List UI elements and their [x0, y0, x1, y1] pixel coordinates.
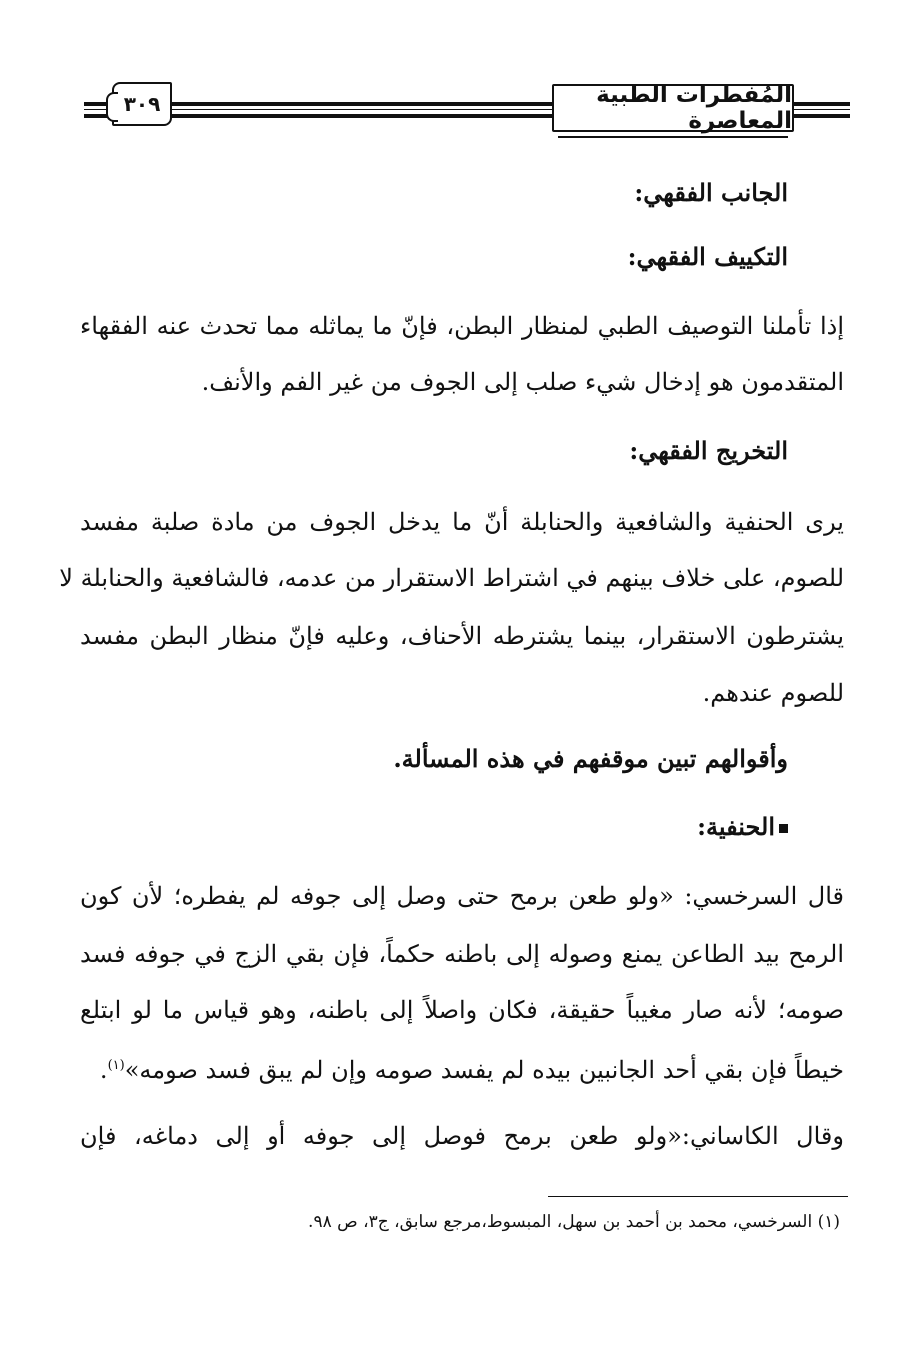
- paragraph-line: وقال الكاساني:«ولو طعن برمح فوصل إلى جوفه أو إلى دماغه، فإن: [80, 1122, 844, 1150]
- paragraph-line: الرمح بيد الطاعن يمنع وصوله إلى باطنه حكماً، فإن بقي الزج في جوفه فسد: [80, 940, 844, 968]
- footnote-ref[interactable]: (١): [107, 1058, 125, 1073]
- quote-end-text: خيطاً فإن بقي أحد الجانبين بيده لم يفسد صومه وإن لم يبق فسد صومه»: [124, 1056, 844, 1084]
- square-bullet-icon: [779, 824, 788, 833]
- heading-fiqh-aspect: الجانب الفقهي:: [634, 178, 788, 207]
- footnote-rule: [548, 1196, 848, 1197]
- paragraph-line: صومه؛ لأنه صار مغيباً حقيقة، فكان واصلاً إلى باطنه، وهو قياس ما لو ابتلع: [80, 996, 845, 1024]
- paragraph-line: [80, 1052, 844, 1084]
- heading-hanafi: [697, 812, 788, 841]
- paragraph-line: للصوم عندهم.: [702, 679, 844, 707]
- sentence-end: .: [99, 1056, 108, 1084]
- heading-their-sayings: وأقوالهم تبين موقفهم في هذه المسألة.: [393, 744, 788, 773]
- heading-fiqh-adaptation: التكييف الفقهي:: [627, 242, 788, 271]
- paragraph-line: للصوم، على خلاف بينهم في اشتراط الاستقرار من عدمه، فالشافعية والحنابلة لا: [59, 564, 844, 592]
- page-number-scroll: [112, 82, 172, 126]
- heading-fiqh-derivation: التخريج الفقهي:: [629, 436, 788, 465]
- paragraph-line: يشترطون الاستقرار، بينما يشترطه الأحناف، وعليه فإنّ منظار البطن مفسد: [80, 622, 844, 650]
- paragraph-line: قال السرخسي: «ولو طعن برمح حتى وصل إلى جوفه لم يفطره؛ لأن كون: [80, 882, 844, 910]
- running-title: [552, 84, 794, 132]
- running-title-text: المُفطرات الطبية المعاصرة: [596, 82, 792, 134]
- footnote: (١) السرخسي، محمد بن أحمد بن سهل، المبسوط،مرجع سابق، ج٣، ص ٩٨.: [308, 1212, 840, 1232]
- heading-hanafi-text: الحنفية:: [697, 812, 775, 841]
- paragraph-line: يرى الحنفية والشافعية والحنابلة أنّ ما يدخل الجوف من مادة صلبة مفسد: [80, 508, 844, 536]
- page-number: ٣٠٩: [123, 92, 161, 116]
- paragraph-line: إذا تأملنا التوصيف الطبي لمنظار البطن، فإنّ ما يماثله مما تحدث عنه الفقهاء: [80, 312, 844, 340]
- paragraph-line: المتقدمون هو إدخال شيء صلب إلى الجوف من غير الفم والأنف.: [201, 368, 844, 396]
